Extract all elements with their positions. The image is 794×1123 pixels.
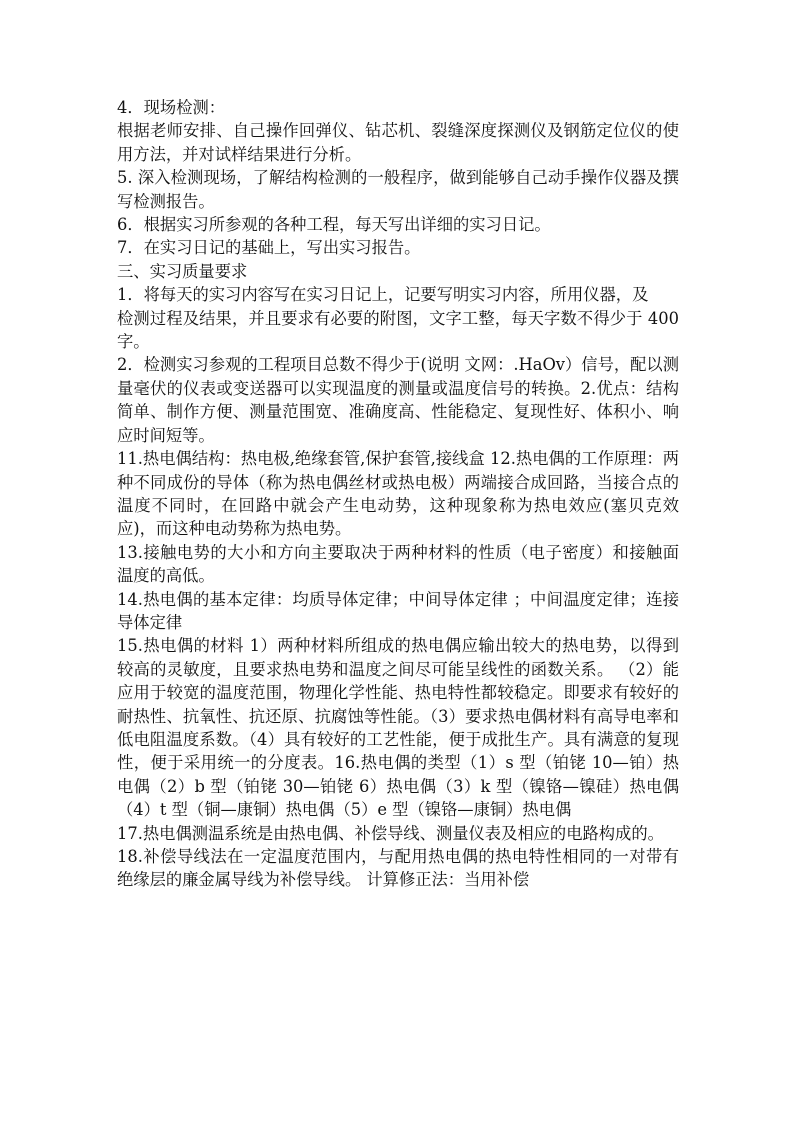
document-body — [117, 96, 679, 892]
paragraph-req-2: 2．检测实习参观的工程项目总数不得少于(说明 文网：.HaOv）信号，配以测量毫伏的仪表或变送器可以实现温度的测量或温度信号的转换。2.优点：结构简单、制作方便、测量范围宽、准确度高、性能稳定、复现性好、体积小、响应时间短等。 — [117, 355, 679, 445]
paragraph-6: 6．根据实习所参观的各种工程，每天写出详细的实习日记。 — [117, 215, 551, 235]
paragraph-13: 13.接触电势的大小和方向主要取决于两种材料的性质（电子密度）和接触面温度的高低。 — [117, 542, 679, 586]
paragraph-req-1: 1．将每天的实习内容写在实习日记上，记要写明实习内容，所用仪器，及 — [117, 285, 649, 305]
paragraph-5: 5. 深入检测现场，了解结构检测的一般程序，做到能够自己动手操作仪器及撰写检测报告。 — [117, 168, 679, 211]
paragraph-15: 15.热电偶的材料 1）两种材料所组成的热电偶应输出较大的热电势，以得到较高的灵敏度，且要求热电势和温度之间尽可能呈线性的函数关系。 （2）能应用于较宽的温度范围，物理化学性能、热电特性都较稳定。即要求有较好的耐热性、抗氧性、抗还原、抗腐蚀等性能。（3）要求热电偶材料有高导电率和低电阻温度系数。（4）具有较好的工艺性能，便于成批生产。具有满意的复现性，便于采用统一的分度表。16.热电偶的类型（1）s 型（铂铑 10—铂）热电偶（2）b 型（铂铑 30—铂铑 6）热电偶（3）k 型（镍铬—镍硅）热电偶 （4）t 型（铜—康铜）热电偶（5）e 型（镍铬—康铜）热电偶 — [117, 636, 679, 820]
paragraph-req-1-cont: 检测过程及结果，并且要求有必要的附图，文字工整，每天字数不得少于 400 字。 — [117, 308, 679, 352]
paragraph-7: 7．在实习日记的基础上，写出实习报告。 — [117, 238, 421, 258]
paragraph-14: 14.热电偶的基本定律：均质导体定律；中间导体定律 ；中间温度定律；连接导体定律 — [117, 589, 679, 632]
section-heading-3: 三、实习质量要求 — [117, 261, 248, 281]
paragraph-11: 11.热电偶结构：热电极,绝缘套管,保护套管,接线盒 12.热电偶的工作原理：两种不同成份的导体（称为热电偶丝材或热电极）两端接合成回路，当接合点的温度不同时，在回路中就会产生电动势，这种现象称为热电效应(塞贝克效应)，而这种电动势称为热电势。 — [117, 449, 679, 539]
paragraph-4-detail: 根据老师安排、自己操作回弹仪、钻芯机、裂缝深度探测仪及钢筋定位仪的使用方法，并对试样结果进行分析。 — [117, 121, 679, 164]
paragraph-18: 18.补偿导线法在一定温度范围内，与配用热电偶的热电特性相同的一对带有绝缘层的廉金属导线为补偿导线。 计算修正法：当用补偿 — [117, 847, 679, 890]
paragraph-4: 4．现场检测： — [117, 98, 226, 117]
paragraph-17: 17.热电偶测温系统是由热电偶、补偿导线、测量仪表及相应的电路构成的。 — [117, 823, 664, 843]
